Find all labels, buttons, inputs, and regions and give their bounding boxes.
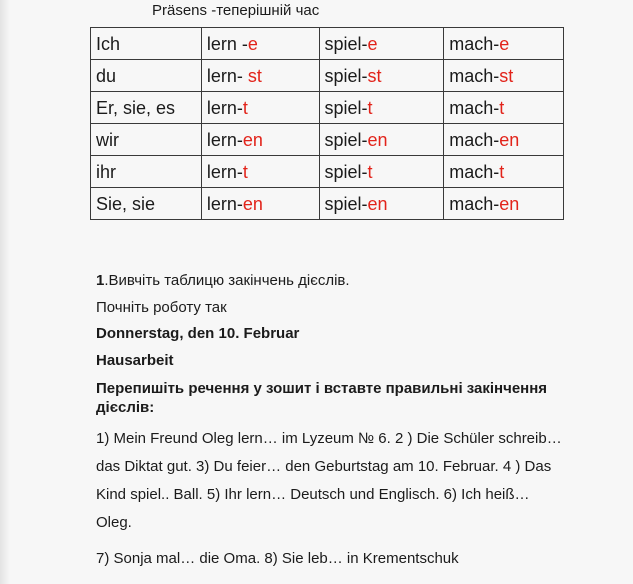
verb-ending: e	[247, 33, 258, 54]
task-number: 1	[96, 272, 105, 289]
verb-ending: en	[367, 193, 388, 214]
verb-stem: lern-	[206, 65, 243, 86]
exercise-line: Oleg.	[96, 514, 132, 531]
verb-ending: en	[367, 129, 388, 150]
homework-heading: Hausarbeit	[96, 352, 174, 369]
verb-form-cell	[319, 156, 444, 188]
verb-form-cell	[444, 60, 564, 92]
exercise-line: 7) Sonja mal… die Oma. 8) Sie leb… in Krementschuk	[96, 550, 459, 567]
verb-form-cell	[201, 28, 319, 60]
table-row	[91, 188, 564, 220]
verb-form-cell	[319, 188, 444, 220]
verb-ending: t	[242, 161, 248, 182]
task-instruction	[96, 272, 350, 289]
verb-ending: e	[367, 33, 378, 54]
verb-form-cell	[319, 124, 444, 156]
verb-stem: mach-	[449, 65, 500, 86]
verb-stem: mach-	[449, 193, 500, 214]
verb-stem: mach-	[449, 33, 500, 54]
pronoun-cell: du	[91, 60, 202, 92]
verb-ending: st	[242, 65, 262, 86]
task-instruction-text: .Вивчіть таблицю закінчень дієслів.	[104, 272, 350, 289]
table-row	[91, 92, 564, 124]
verb-form-cell	[444, 156, 564, 188]
verb-form-cell	[201, 60, 319, 92]
verb-ending: en	[499, 129, 520, 150]
verb-ending: t	[242, 97, 248, 118]
verb-form-cell	[201, 92, 319, 124]
table-row	[91, 28, 564, 60]
verb-ending: st	[499, 65, 514, 86]
verb-stem: lern-	[206, 193, 243, 214]
pronoun-cell: Er, sie, es	[91, 92, 202, 124]
conjugation-table-body	[91, 28, 564, 220]
verb-form-cell	[201, 124, 319, 156]
rewrite-instruction: Перепишіть речення у зошит і вставте правильні закінчення дієслів:	[96, 380, 548, 416]
verb-stem: mach-	[449, 129, 500, 150]
verb-stem: spiel-	[324, 97, 368, 118]
verb-ending: t	[499, 161, 505, 182]
verb-ending: en	[499, 193, 520, 214]
table-row	[91, 124, 564, 156]
verb-ending: en	[242, 129, 263, 150]
verb-form-cell	[444, 188, 564, 220]
exercise-line: Kind spiel.. Ball. 5) Ihr lern… Deutsch und Englisch. 6) Ich heiß…	[96, 486, 530, 503]
verb-stem: spiel-	[324, 161, 368, 182]
verb-form-cell	[319, 92, 444, 124]
page-edge-shadow	[0, 0, 10, 584]
verb-ending: st	[367, 65, 382, 86]
verb-stem: spiel-	[324, 65, 368, 86]
table-row	[91, 156, 564, 188]
verb-form-cell	[319, 28, 444, 60]
exercise-line: das Diktat gut. 3) Du feier… den Geburtstag am 10. Februar. 4 ) Das	[96, 458, 552, 475]
verb-form-cell	[319, 60, 444, 92]
pronoun-cell: Sie, sie	[91, 188, 202, 220]
verb-form-cell	[201, 156, 319, 188]
table-row	[91, 60, 564, 92]
verb-stem: mach-	[449, 97, 500, 118]
verb-form-cell	[201, 188, 319, 220]
verb-ending: t	[499, 97, 505, 118]
verb-stem: lern-	[206, 129, 243, 150]
verb-form-cell	[444, 124, 564, 156]
verb-stem: lern -	[206, 33, 248, 54]
pronoun-cell: Ich	[91, 28, 202, 60]
verb-stem: spiel-	[324, 33, 368, 54]
exercise-line: 1) Mein Freund Oleg lern… im Lyzeum № 6. 2 ) Die Schüler schreib…	[96, 430, 562, 447]
verb-ending: e	[499, 33, 510, 54]
verb-stem: lern-	[206, 97, 243, 118]
verb-ending: t	[367, 161, 373, 182]
verb-form-cell	[444, 28, 564, 60]
pronoun-cell: wir	[91, 124, 202, 156]
verb-ending: en	[242, 193, 263, 214]
pronoun-cell: ihr	[91, 156, 202, 188]
verb-stem: mach-	[449, 161, 500, 182]
verb-form-cell	[444, 92, 564, 124]
page-title: Präsens -теперішній час	[152, 2, 320, 19]
conjugation-table	[90, 27, 564, 220]
verb-stem: spiel-	[324, 129, 368, 150]
verb-ending: t	[367, 97, 373, 118]
verb-stem: lern-	[206, 161, 243, 182]
date-line: Donnerstag, den 10. Februar	[96, 325, 300, 342]
start-hint: Почніть роботу так	[96, 299, 227, 316]
verb-stem: spiel-	[324, 193, 368, 214]
